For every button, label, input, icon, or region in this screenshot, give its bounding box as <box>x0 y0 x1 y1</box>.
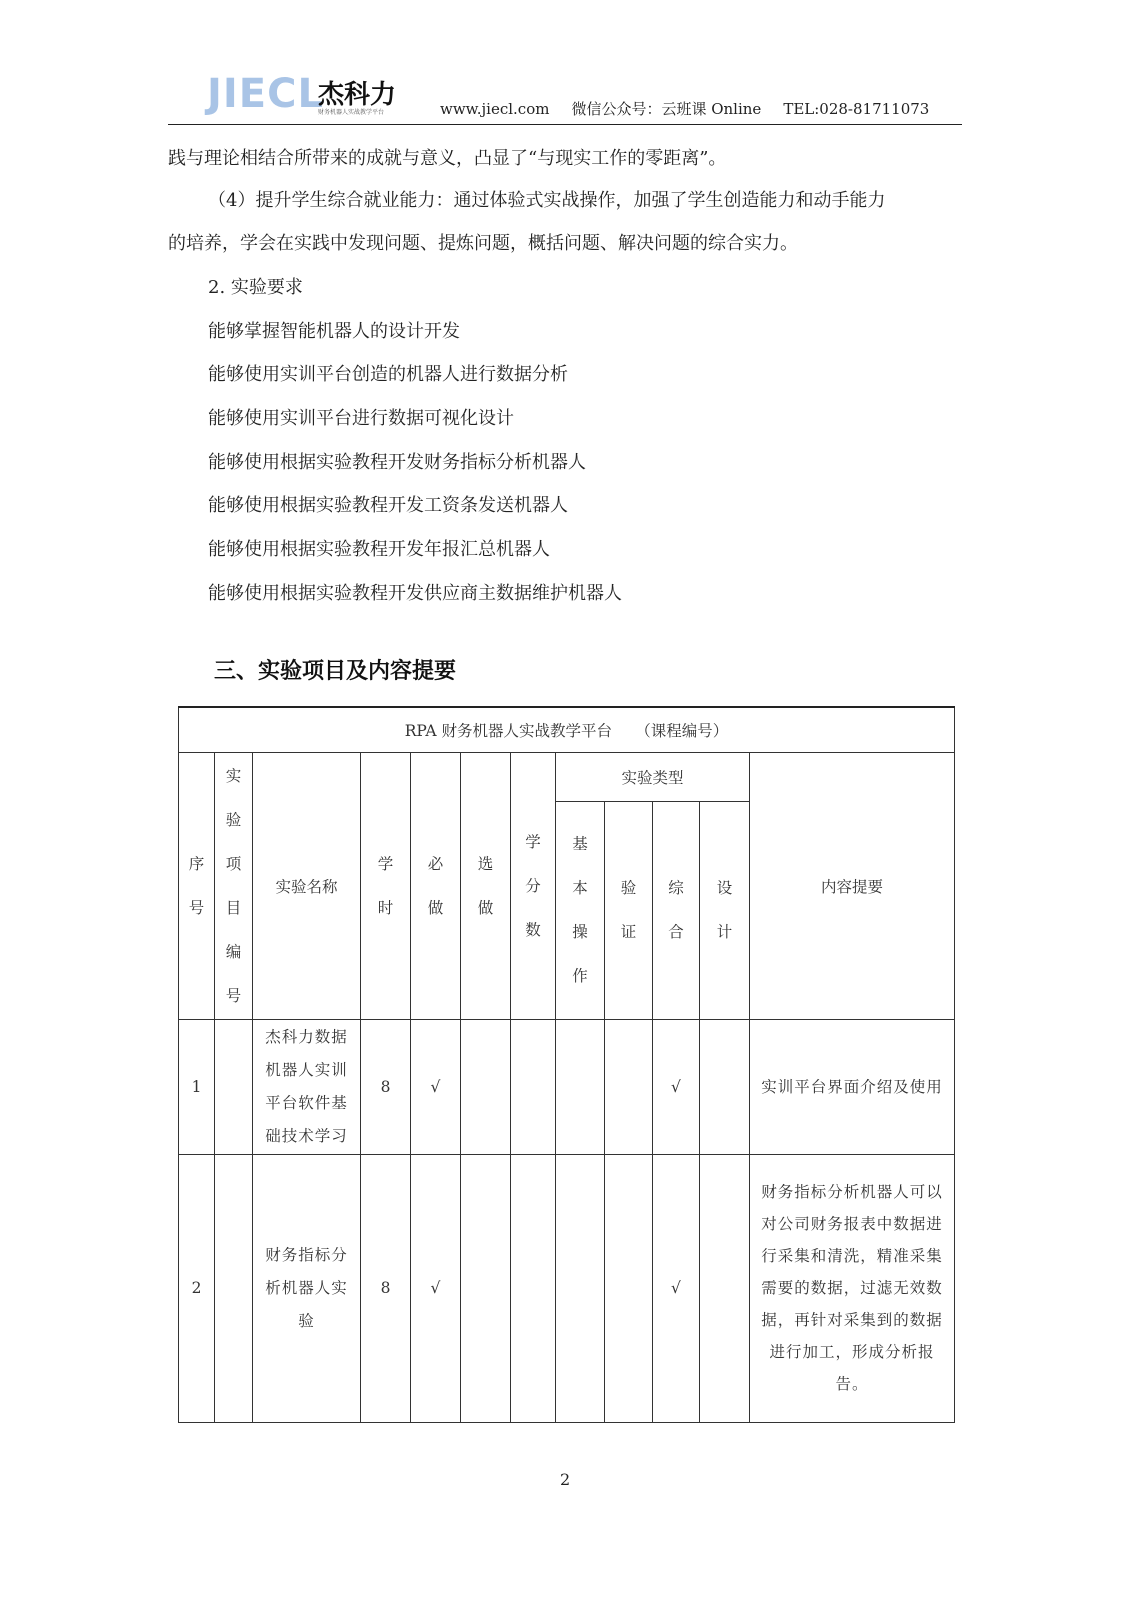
paragraph-line: 践与理论相结合所带来的成就与意义，凸显了“与现实工作的零距离”。 <box>168 148 727 169</box>
header-type-verify: 验证 <box>605 801 653 1019</box>
cell-comprehensive: √ <box>653 1154 700 1422</box>
header-optional: 选做 <box>461 752 511 1019</box>
requirement-item: 能够使用根据实验教程开发供应商主数据维护机器人 <box>208 583 622 604</box>
experiment-table <box>178 706 954 1440</box>
table-title: RPA 财务机器人实战教学平台 （课程编号） <box>179 707 955 752</box>
cell-name: 财务指标分析机器人实验 <box>253 1154 361 1422</box>
requirement-item: 能够掌握智能机器人的设计开发 <box>208 321 460 342</box>
requirement-item: 能够使用实训平台进行数据可视化设计 <box>208 408 514 429</box>
table-row <box>179 1019 955 1154</box>
cell-hours: 8 <box>361 1019 411 1154</box>
header-type-basic: 基本操作 <box>556 801 605 1019</box>
header-website: www.jiecl.com <box>440 100 550 118</box>
requirements-title: 2. 实验要求 <box>208 277 303 298</box>
section-heading: 三、实验项目及内容提要 <box>214 659 457 684</box>
header-summary: 内容提要 <box>750 752 955 1019</box>
cell-credits <box>511 1019 556 1154</box>
cell-basic <box>556 1154 605 1422</box>
cell-verify <box>605 1019 653 1154</box>
cell-comprehensive: √ <box>653 1019 700 1154</box>
logo-tagline: 财务机器人实战教学平台 <box>318 109 385 116</box>
cell-summary: 实训平台界面介绍及使用 <box>750 1019 955 1154</box>
cell-hours: 8 <box>361 1154 411 1422</box>
cell-optional <box>461 1154 511 1422</box>
cell-seq: 2 <box>179 1154 215 1422</box>
requirement-item: 能够使用实训平台创造的机器人进行数据分析 <box>208 364 568 385</box>
logo-latin: JIECL <box>207 71 324 117</box>
cell-item-no <box>215 1154 253 1422</box>
cell-required: √ <box>411 1154 461 1422</box>
cell-verify <box>605 1154 653 1422</box>
requirement-item: 能够使用根据实验教程开发财务指标分析机器人 <box>208 452 586 473</box>
page-number: 2 <box>560 1470 571 1489</box>
header-wechat: 微信公众号：云班课 Online <box>571 100 762 118</box>
header-hours: 学时 <box>361 752 411 1019</box>
header-item-no: 实验项目编号 <box>215 752 253 1019</box>
cell-name: 杰科力数据机器人实训平台软件基础技术学习 <box>253 1019 361 1154</box>
paragraph-line: 的培养，学会在实践中发现问题、提炼问题，概括问题、解决问题的综合实力。 <box>168 233 798 254</box>
cell-basic <box>556 1019 605 1154</box>
header-type-comprehensive: 综合 <box>653 801 700 1019</box>
header-info <box>440 102 951 117</box>
cell-optional <box>461 1019 511 1154</box>
header-tel: TEL:028-81711073 <box>783 100 930 118</box>
header-rule <box>168 124 962 125</box>
header-type-group: 实验类型 <box>556 752 750 801</box>
table-row <box>179 1154 955 1422</box>
cell-summary: 财务指标分析机器人可以对公司财务报表中数据进行采集和清洗，精准采集需要的数据，过滤无效数据，再针对采集到的数据进行加工，形成分析报告。 <box>750 1154 955 1422</box>
header-type-design: 设计 <box>700 801 750 1019</box>
paragraph-line: （4）提升学生综合就业能力：通过体验式实战操作，加强了学生创造能力和动手能力 <box>208 190 886 211</box>
header-required: 必做 <box>411 752 461 1019</box>
cell-item-no <box>215 1019 253 1154</box>
requirement-item: 能够使用根据实验教程开发年报汇总机器人 <box>208 539 550 560</box>
requirement-item: 能够使用根据实验教程开发工资条发送机器人 <box>208 495 568 516</box>
header-credits: 学分数 <box>511 752 556 1019</box>
cell-required: √ <box>411 1019 461 1154</box>
cell-credits <box>511 1154 556 1422</box>
header-name: 实验名称 <box>253 752 361 1019</box>
cell-design <box>700 1154 750 1422</box>
cell-design <box>700 1019 750 1154</box>
cell-seq: 1 <box>179 1019 215 1154</box>
header-seq: 序号 <box>179 752 215 1019</box>
logo-chinese: 杰科力 <box>318 80 397 110</box>
